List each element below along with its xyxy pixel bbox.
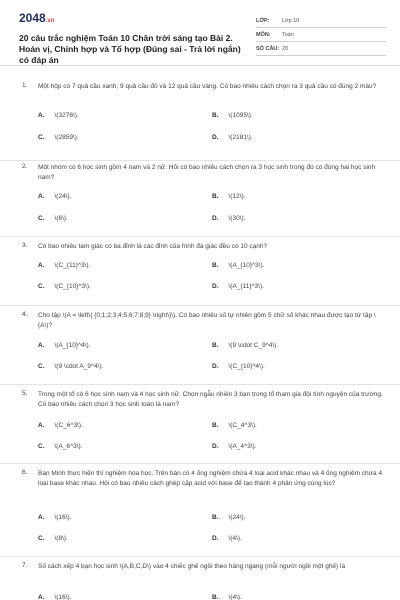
option-b[interactable]: B. \(1095\).: [212, 112, 253, 119]
question-7: [0, 562, 400, 600]
option-d[interactable]: D. \(A_4^3\).: [212, 443, 257, 450]
option-c[interactable]: C. \(2859\).: [38, 134, 79, 141]
question-number: 7.: [22, 562, 28, 569]
option-d[interactable]: D. \(30\).: [212, 215, 246, 222]
question-text: Cho tập \(A = \left\{ {0;1;2;3;4;5;6;7;8;9} \right\}\). Có bao nhiêu số tự nhiên gồm 5 chữ số khác nhau được tạo từ tập \(A\)?: [38, 312, 376, 329]
site-logo[interactable]: 2048.vn: [19, 11, 55, 25]
option-b[interactable]: B. \(24\).: [212, 514, 246, 521]
option-b[interactable]: B. \(C_4^3\).: [212, 422, 257, 429]
option-a[interactable]: A. \(24\).: [38, 193, 72, 200]
option-a[interactable]: A. \(3276\).: [38, 112, 79, 119]
question-number: 6.: [22, 469, 28, 476]
question-3: [0, 242, 400, 306]
option-c[interactable]: C. \(8\).: [38, 535, 68, 542]
question-number: 2.: [22, 163, 28, 170]
question-4: [0, 311, 400, 385]
question-number: 1.: [22, 82, 28, 89]
option-c[interactable]: C. \(9 \cdot A_9^4\).: [38, 363, 104, 370]
question-number: 4.: [22, 311, 28, 318]
option-a[interactable]: A. \(A_{10}^4\).: [38, 342, 91, 349]
page-header: 2048.vn 20 câu trắc nghiệm Toán 10 Chân trời sáng tạo Bài 2. Hoán vị, Chỉnh hợp và Tổ hợp (Đúng sai - Trả lời ngắn) có đáp án LỚP: Lớp 10 MÔN: Toán SỐ CÂU: 20: [0, 0, 400, 66]
option-c[interactable]: C. \(6\).: [38, 215, 68, 222]
option-b[interactable]: B. \(4\).: [212, 594, 242, 600]
option-d[interactable]: D. \(C_{10}^4\).: [212, 363, 265, 370]
option-b[interactable]: B. \(A_{10}^3\).: [212, 262, 265, 269]
option-a[interactable]: A. \(16\).: [38, 594, 72, 600]
document-title: 20 câu trắc nghiệm Toán 10 Chân trời sáng tạo Bài 2. Hoán vị, Chỉnh hợp và Tổ hợp (Đúng sai - Trả lời ngắn) có đáp án: [19, 33, 241, 65]
option-b[interactable]: B. \(12\).: [212, 193, 246, 200]
option-b[interactable]: B. \(9 \cdot C_9^4\).: [212, 342, 279, 349]
question-text: Trong một tổ có 6 học sinh nam và 4 học sinh nữ. Chọn ngẫu nhiên 3 bạn trong tổ tham gia đội tình nguyện của trường. Có bao nhiêu cách chọn 3 học sinh toàn là nam?: [38, 391, 383, 408]
question-text: Bạn Minh thực hiện thí nghiệm hóa học. Trên bàn có 4 ống nghiệm chứa 4 loại acid khác nhau và 4 ống nghiệm chứa 4 loại base khác nhau. Hỏi có bao nhiêu cách ghép cặp acid với base để tạo thành 4 phản ứng cùng lúc?: [38, 470, 383, 487]
question-text: Có bao nhiêu tam giác có ba đỉnh là các đỉnh của hình đa giác đều có 10 cạnh?: [38, 243, 268, 250]
question-5: [0, 390, 400, 464]
question-number: 3.: [22, 242, 28, 249]
question-number: 5.: [22, 390, 28, 397]
option-a[interactable]: A. \(C_6^3\).: [38, 422, 83, 429]
option-d[interactable]: D. \(A_{11}^3\).: [212, 283, 264, 290]
option-d[interactable]: D. \(4\).: [212, 535, 242, 542]
question-text: Một hộp có 7 quả cầu xanh, 9 quả cầu đỏ và 12 quả cầu vàng. Có bao nhiêu cách chọn ra 3 quả cầu có đúng 2 màu?: [38, 83, 377, 90]
option-a[interactable]: A. \(16\).: [38, 514, 72, 521]
question-text: Số cách xếp 4 bạn học sinh \(A,B,C,D\) vào 4 chiếc ghế ngồi theo hàng ngang (mỗi người ngồi một ghế) là: [38, 563, 346, 570]
option-c[interactable]: C. \(A_6^3\).: [38, 443, 83, 450]
option-d[interactable]: D. \(2181\).: [212, 134, 253, 141]
question-6: [0, 469, 400, 557]
option-c[interactable]: C. \(C_{10}^3\).: [38, 283, 91, 290]
question-2: [0, 163, 400, 237]
question-1: [0, 82, 400, 161]
option-a[interactable]: A. \(C_{11}^3\).: [38, 262, 91, 269]
question-text: Một nhóm có 6 học sinh gồm 4 nam và 2 nữ. Hỏi có bao nhiêu cách chọn ra 3 học sinh trong đó có đúng hai học sinh nam?: [38, 164, 376, 181]
